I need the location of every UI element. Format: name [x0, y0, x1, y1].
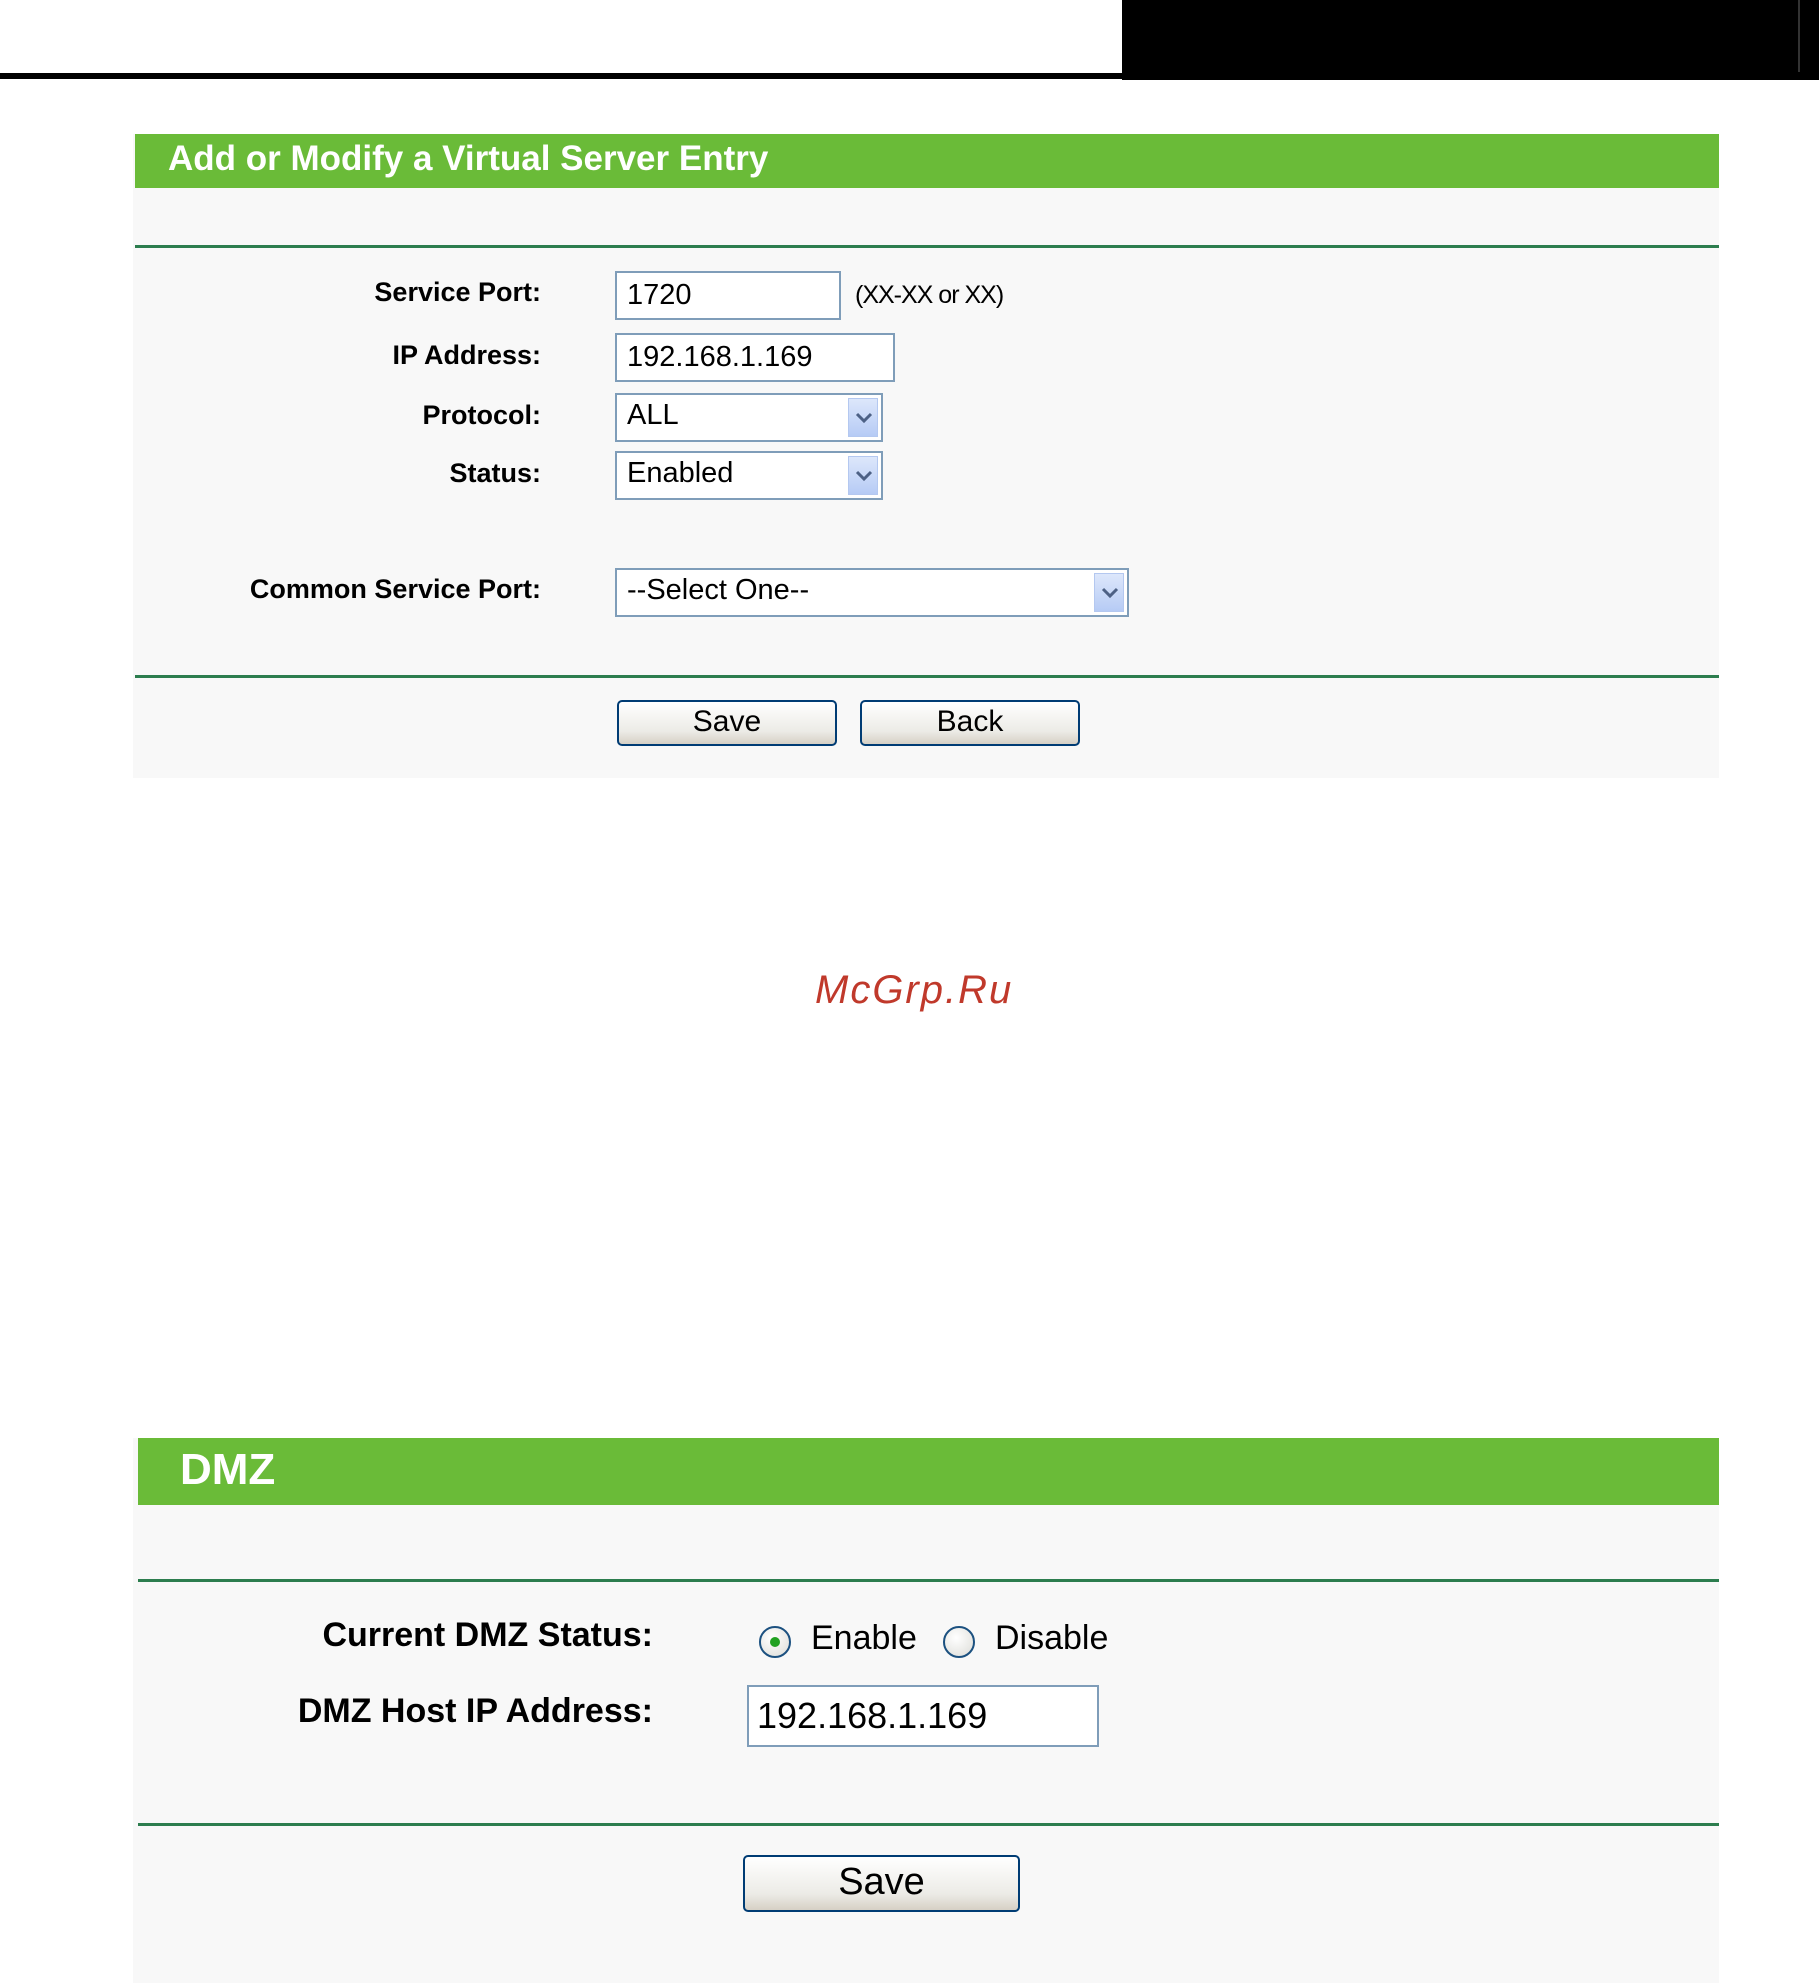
common-service-port-select-value: --Select One--	[627, 574, 810, 606]
common-service-port-label: Common Service Port:	[249, 574, 541, 604]
save-button[interactable]: Save	[617, 700, 837, 746]
dmz-top-rule	[138, 1579, 1719, 1582]
dmz-bottom-rule	[138, 1823, 1719, 1826]
ip-address-label: IP Address:	[392, 340, 541, 370]
status-label: Status:	[449, 458, 541, 488]
virtual-server-bottom-rule	[135, 675, 1719, 678]
dmz-header	[138, 1438, 1719, 1505]
protocol-select-value: ALL	[627, 399, 679, 431]
radio-selected-dot	[770, 1637, 780, 1647]
protocol-select[interactable]	[615, 393, 883, 442]
back-button[interactable]: Back	[860, 700, 1080, 746]
dmz-disable-radio[interactable]	[943, 1626, 975, 1658]
dmz-enable-radio[interactable]	[759, 1626, 791, 1658]
watermark-text: McGrp.Ru	[815, 968, 1014, 1012]
dmz-status-label: Current DMZ Status:	[322, 1616, 653, 1654]
dmz-disable-label[interactable]: Disable	[995, 1619, 1109, 1657]
chevron-down-icon[interactable]	[848, 456, 878, 495]
top-black-notch	[1798, 0, 1800, 72]
dmz-host-ip-label: DMZ Host IP Address:	[297, 1692, 653, 1730]
virtual-server-panel	[133, 134, 1719, 778]
dmz-host-ip-input[interactable]: 192.168.1.169	[747, 1685, 1099, 1747]
chevron-down-icon[interactable]	[1094, 573, 1124, 612]
protocol-label: Protocol:	[422, 400, 541, 430]
chevron-down-icon[interactable]	[848, 398, 878, 437]
virtual-server-top-rule	[135, 245, 1719, 248]
service-port-hint: (XX-XX or XX)	[855, 281, 1004, 309]
common-service-port-select[interactable]	[615, 568, 1129, 617]
virtual-server-title: Add or Modify a Virtual Server Entry	[168, 139, 769, 178]
ip-address-input[interactable]: 192.168.1.169	[615, 333, 895, 382]
status-select[interactable]	[615, 451, 883, 500]
dmz-title: DMZ	[180, 1445, 276, 1494]
dmz-enable-label[interactable]: Enable	[811, 1619, 917, 1657]
status-select-value: Enabled	[627, 457, 734, 489]
service-port-label: Service Port:	[374, 277, 541, 307]
dmz-save-button[interactable]: Save	[743, 1855, 1020, 1912]
service-port-input[interactable]: 1720	[615, 271, 841, 320]
top-black-block	[1122, 0, 1819, 80]
